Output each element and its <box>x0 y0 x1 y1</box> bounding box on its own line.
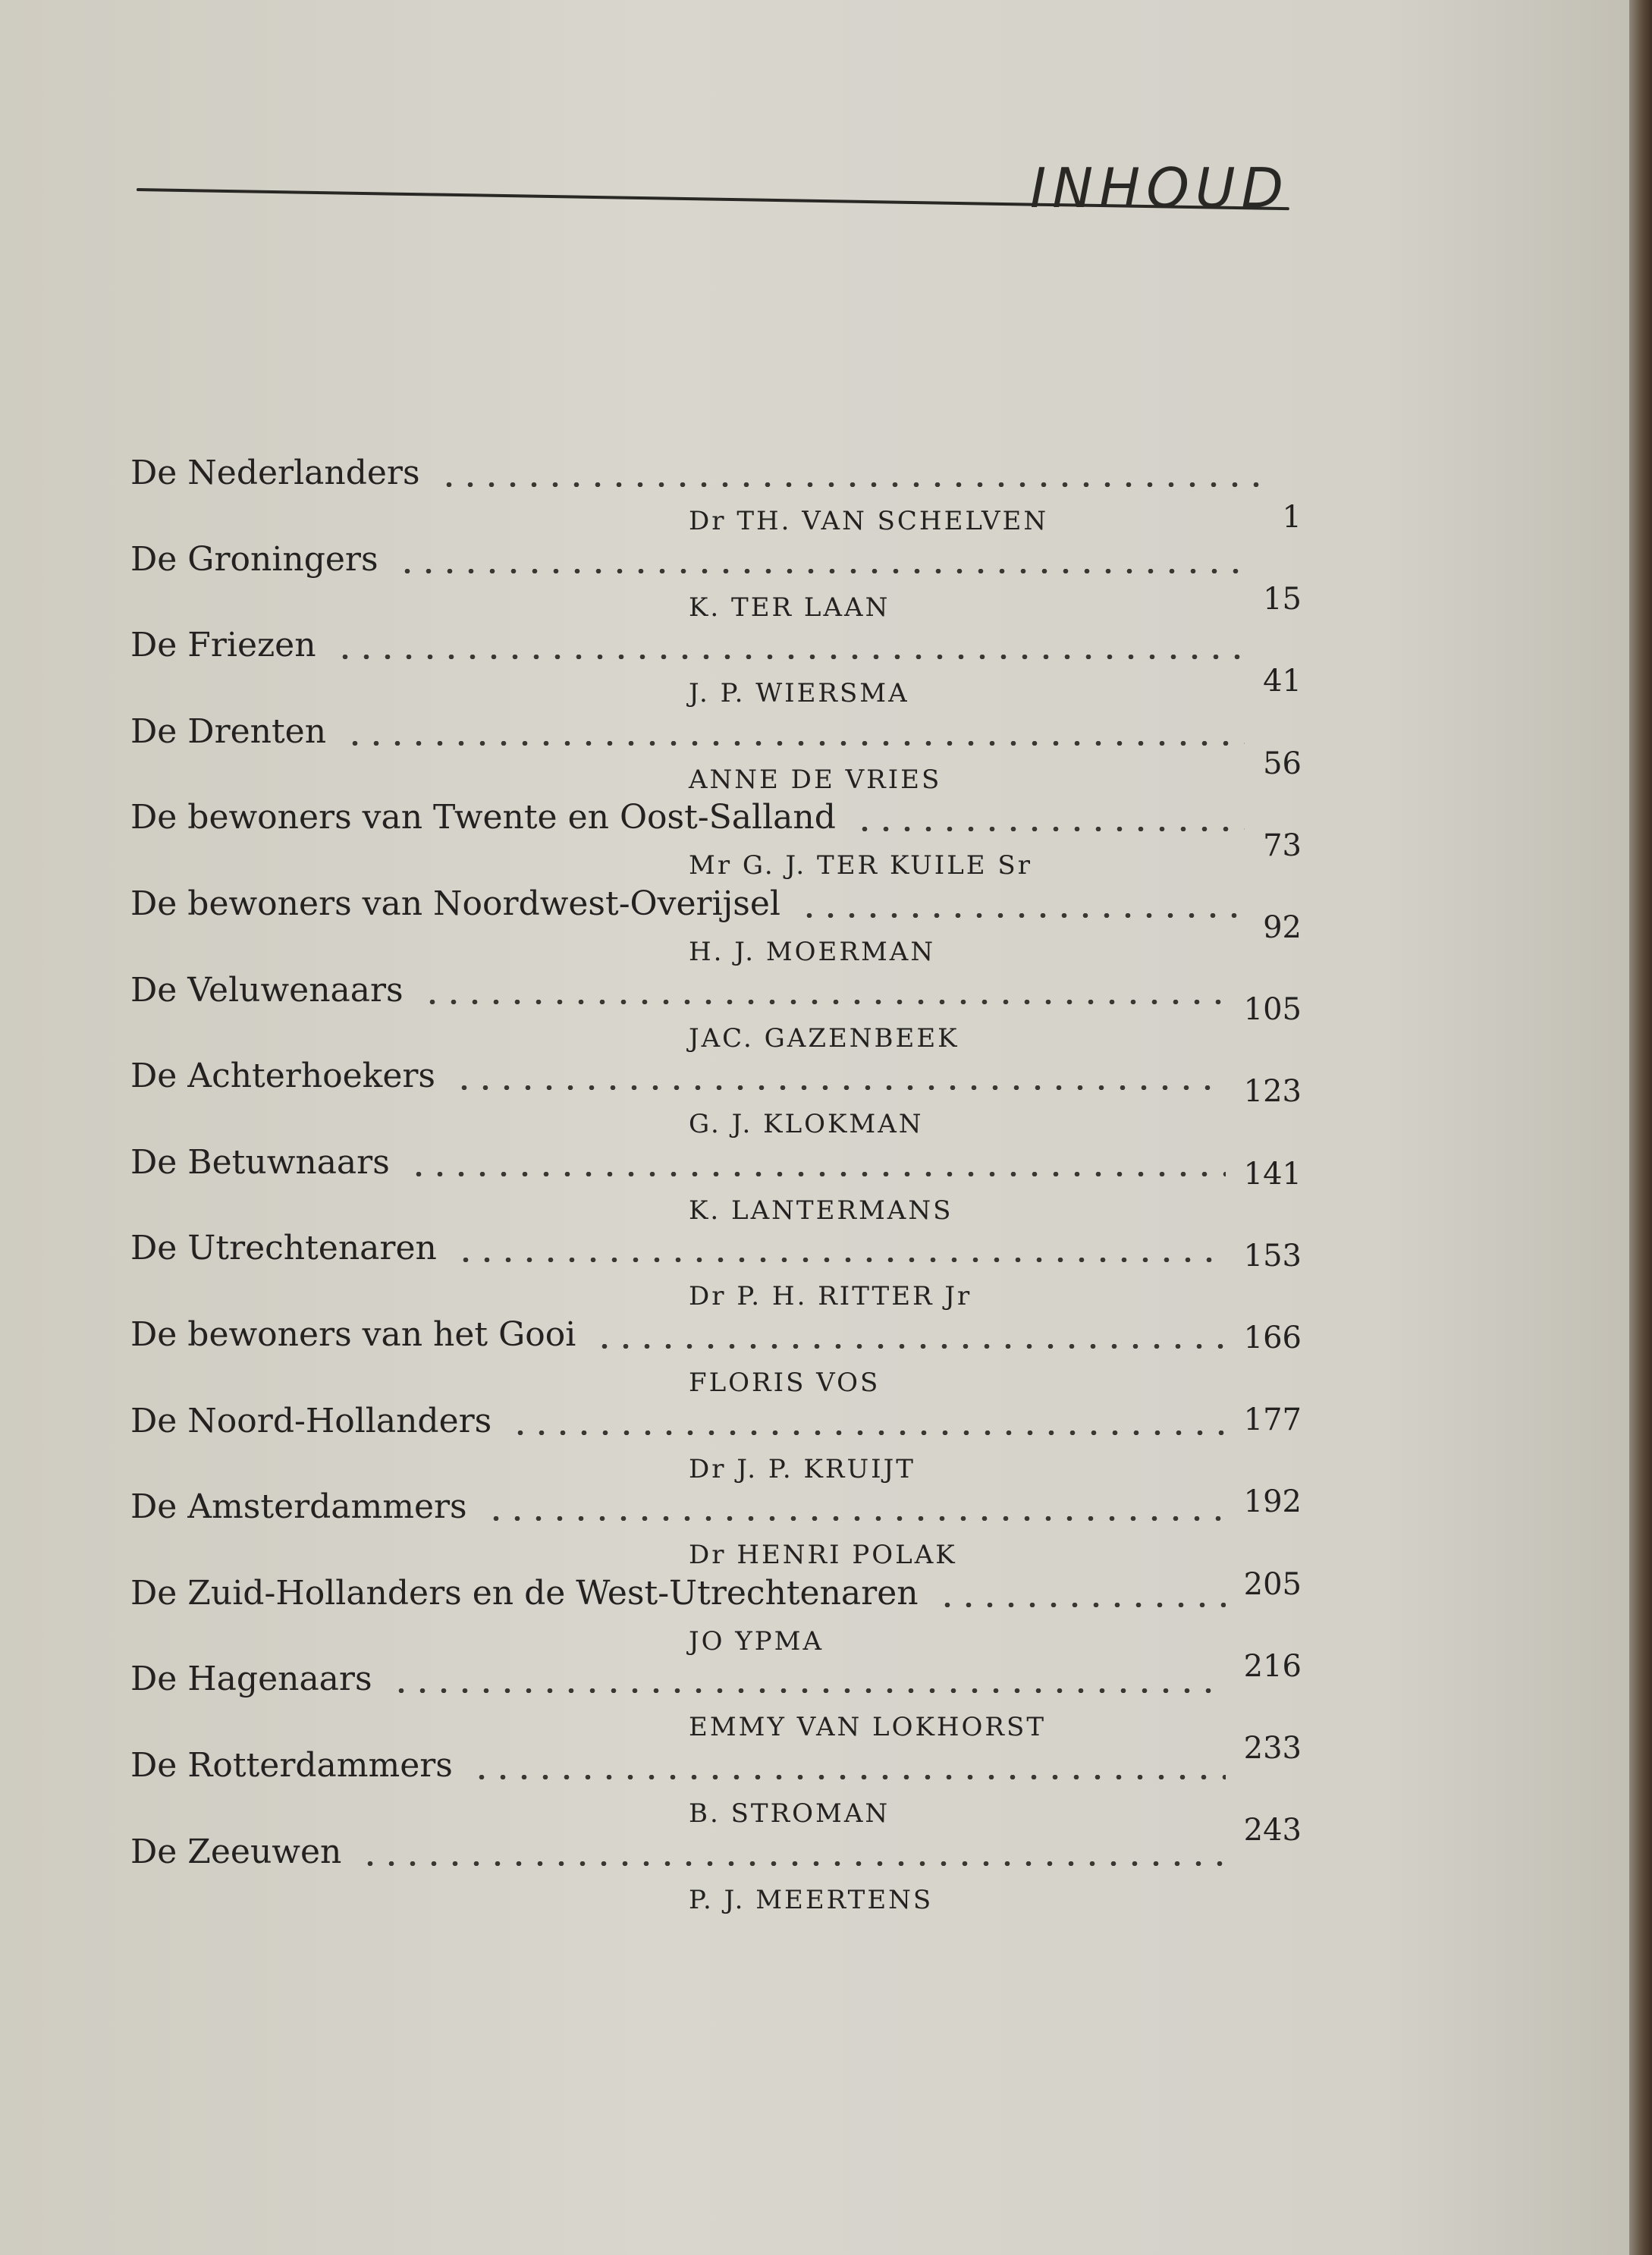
toc-leader-dots <box>422 1000 1226 1004</box>
toc-entry-page-number: 153 <box>1243 1239 1302 1274</box>
toc-entry-title: De Amsterdammers <box>130 1487 467 1526</box>
toc-leader-dots <box>408 1172 1226 1176</box>
toc-entry-page-number: 123 <box>1243 1074 1302 1109</box>
toc-entry-title: De Nederlanders <box>130 454 420 492</box>
toc-entry-title: De Noord-Hollanders <box>130 1402 492 1440</box>
toc-entry-title: De Betuwnaars <box>130 1143 390 1182</box>
toc-entry-title: De bewoners van het Gooi <box>130 1315 576 1354</box>
toc-entry-page-number: 141 <box>1243 1157 1302 1192</box>
page-title: INHOUD <box>1029 156 1289 220</box>
toc-entry-title: De Utrechtenaren <box>130 1229 437 1267</box>
toc-entry-page-number: 192 <box>1243 1484 1302 1519</box>
toc-entry-page-number: 216 <box>1243 1649 1302 1684</box>
toc-entry-author: K. LANTERMANS <box>689 1195 953 1226</box>
toc-leader-dots <box>485 1516 1226 1521</box>
toc-entry-author: Mr G. J. TER KUILE Sr <box>689 850 1032 881</box>
toc-entry-title: De Rotterdammers <box>130 1746 453 1785</box>
toc-entry-author: FLORIS VOS <box>689 1368 881 1398</box>
toc-leader-dots <box>854 827 1245 831</box>
toc-entry-title: De Drenten <box>130 712 327 751</box>
toc-leader-dots <box>471 1775 1226 1779</box>
toc-entry-page-number: 177 <box>1243 1402 1302 1437</box>
toc-leader-dots <box>397 569 1245 573</box>
toc-entry-title: De Achterhoekers <box>130 1057 435 1095</box>
toc-entry-author: ANNE DE VRIES <box>689 765 942 795</box>
toc-entry-author: G. J. KLOKMAN <box>689 1109 924 1139</box>
toc-entry-title: De Veluwenaars <box>130 971 404 1010</box>
toc-leader-dots <box>438 482 1264 487</box>
toc-entry-author: Dr TH. VAN SCHELVEN <box>689 506 1049 536</box>
toc-entry-author: B. STROMAN <box>689 1798 890 1829</box>
toc-entry-author: Dr P. H. RITTER Jr <box>689 1281 972 1311</box>
toc-leader-dots <box>455 1258 1226 1262</box>
toc-entry-author: JO YPMA <box>689 1626 824 1657</box>
toc-leader-dots <box>594 1344 1225 1349</box>
toc-entry-page-number: 105 <box>1243 992 1302 1027</box>
toc-leader-dots <box>334 655 1245 659</box>
toc-entry-author: JAC. GAZENBEEK <box>689 1023 959 1054</box>
toc-leader-dots <box>344 741 1245 746</box>
toc-entry-page-number: 1 <box>1282 500 1302 535</box>
toc-entry-title: De Groningers <box>130 540 378 579</box>
toc-entry-author: Dr HENRI POLAK <box>689 1540 957 1570</box>
toc-entry-title: De Hagenaars <box>130 1660 372 1698</box>
toc-leader-dots <box>937 1603 1226 1607</box>
toc-entry-page-number: 166 <box>1243 1321 1302 1355</box>
toc-leader-dots <box>360 1861 1225 1866</box>
toc-entry-page-number: 92 <box>1263 910 1302 945</box>
toc-entry-author: K. TER LAAN <box>689 592 890 623</box>
toc-entry-page-number: 233 <box>1243 1731 1302 1766</box>
toc-entry-page-number: 56 <box>1263 746 1302 781</box>
toc-leader-dots <box>391 1688 1226 1693</box>
toc-entry-title: De Zuid-Hollanders en de West-Utrechtenaren <box>130 1574 919 1613</box>
toc-entry-page-number: 205 <box>1243 1567 1302 1602</box>
toc-entry-page-number: 73 <box>1263 828 1302 863</box>
toc-leader-dots <box>799 913 1245 918</box>
toc-entry-author: H. J. MOERMAN <box>689 937 936 967</box>
toc-entry-page-number: 15 <box>1263 582 1302 617</box>
toc-entry-page-number: 41 <box>1263 664 1302 699</box>
page-edge <box>1629 0 1652 2255</box>
toc-entry-author: Dr J. P. KRUIJT <box>689 1454 916 1484</box>
toc-entry-title: De bewoners van Noordwest-Overijsel <box>130 884 780 923</box>
toc-entry-author: P. J. MEERTENS <box>689 1885 934 1915</box>
toc-entry-page-number: 243 <box>1243 1813 1302 1848</box>
toc-leader-dots <box>454 1085 1226 1090</box>
toc-entry-title: De bewoners van Twente en Oost-Salland <box>130 798 836 837</box>
toc-leader-dots <box>510 1431 1225 1435</box>
toc-entry-author: J. P. WIERSMA <box>689 678 909 708</box>
toc-entry-title: De Friezen <box>130 626 316 664</box>
toc-entry-title: De Zeeuwen <box>130 1833 342 1871</box>
toc-entry-author: EMMY VAN LOKHORST <box>689 1712 1047 1742</box>
